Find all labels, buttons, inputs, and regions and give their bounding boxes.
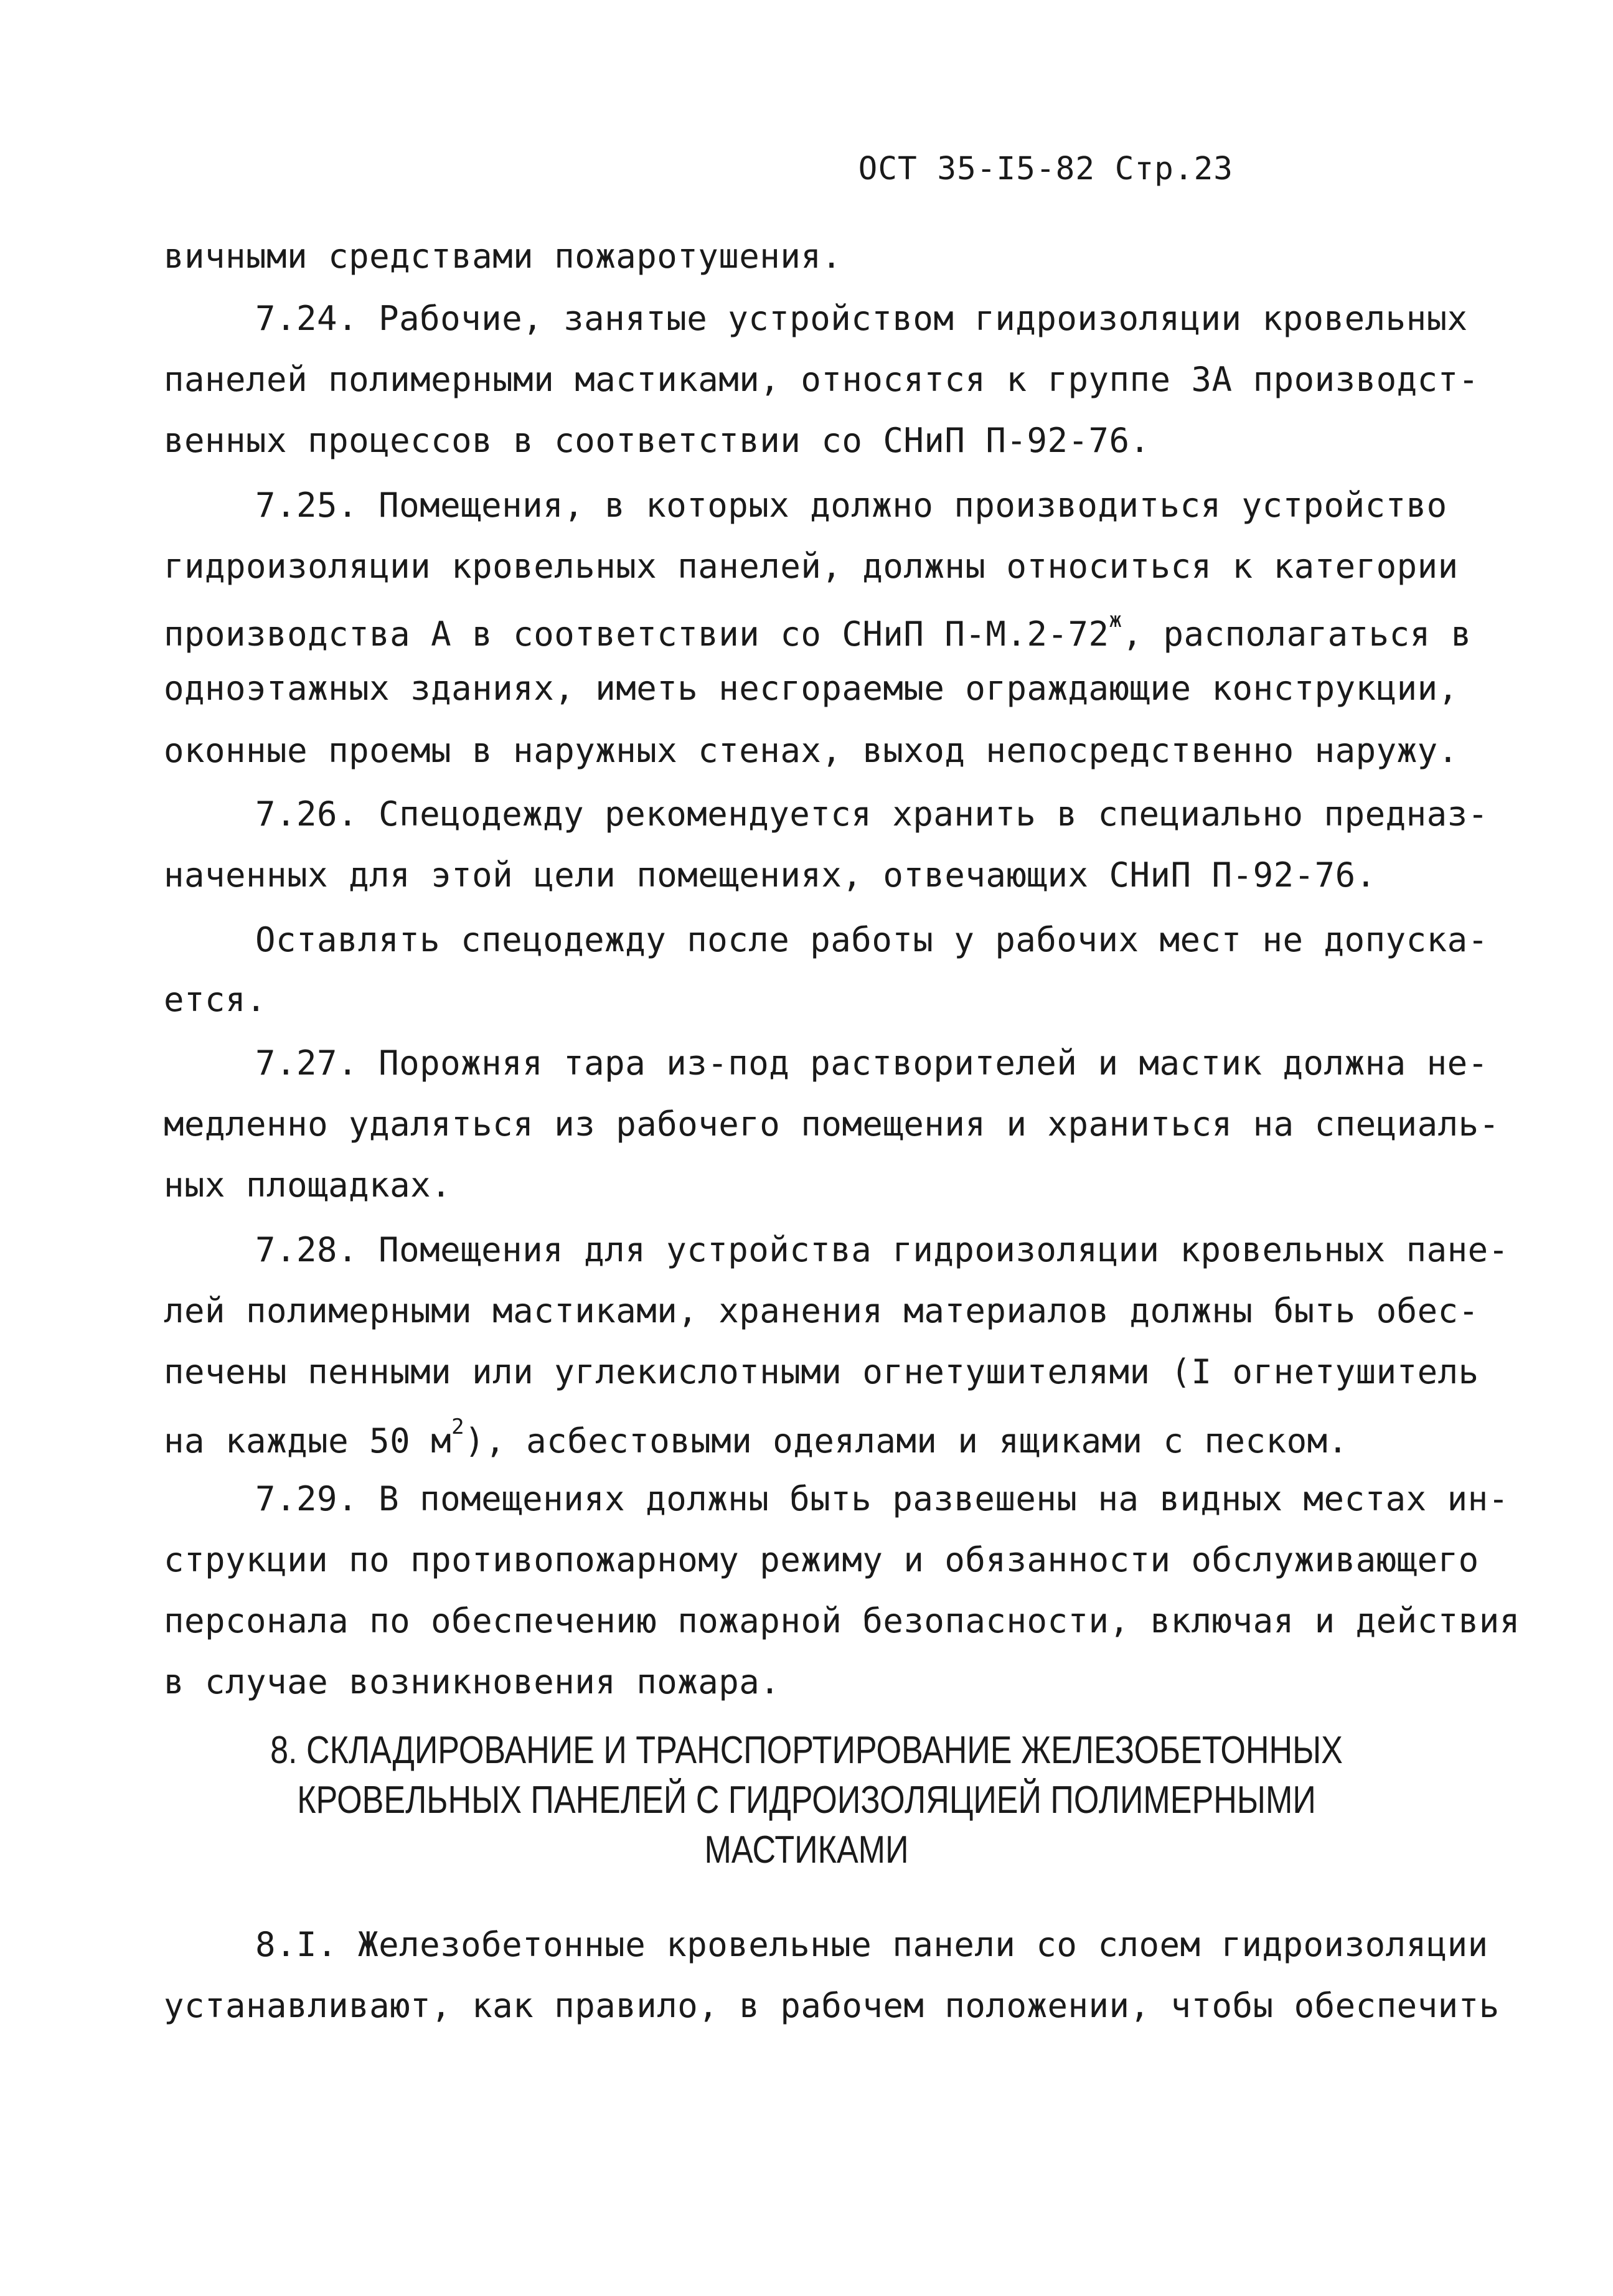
paragraph-7-29: 7.29. В помещениях должны быть развешены на видных местах ин-: [255, 1479, 1509, 1518]
text-line: ных площадках.: [164, 1165, 452, 1205]
text-span: производства А в соответствии со СНиП П-М.2-72: [164, 614, 1109, 654]
paragraph-7-28: 7.28. Помещения для устройства гидроизоляции кровельных пане-: [255, 1230, 1509, 1269]
section-heading-line: 8. СКЛАДИРОВАНИЕ И ТРАНСПОРТИРОВАНИЕ ЖЕЛЕЗОБЕТОННЫХ: [270, 1729, 1343, 1772]
page-header: ОСТ 35-I5-82 Стр.23: [858, 151, 1233, 187]
text-line: вичными средствами пожаротушения.: [164, 237, 842, 276]
paragraph-8-1: 8.I. Железобетонные кровельные панели со слоем гидроизоляции: [255, 1925, 1488, 1964]
text-line: одноэтажных зданиях, иметь несгораемые ограждающие конструкции,: [164, 669, 1459, 708]
superscript: 2: [451, 1414, 465, 1439]
text-line: панелей полимерными мастиками, относятся к группе 3А производст-: [164, 360, 1479, 399]
text-line: ется.: [164, 980, 267, 1019]
text-line: [164, 608, 1472, 654]
text-line: устанавливают, как правило, в рабочем положении, чтобы обеспечить: [164, 1986, 1500, 2025]
text-span: на каждые 50 м: [164, 1421, 452, 1461]
text-line: печены пенными или углекислотными огнетушителями (I огнетушитель: [164, 1352, 1479, 1391]
text-line: персонала по обеспечению пожарной безопасности, включая и действия: [164, 1601, 1520, 1640]
paragraph-7-27: 7.27. Порожняя тара из-под растворителей и мастик должна не-: [255, 1043, 1488, 1083]
text-line: [164, 1414, 1348, 1461]
text-line: гидроизоляции кровельных панелей, должны относиться к категории: [164, 547, 1459, 586]
paragraph-7-24: 7.24. Рабочие, занятые устройством гидроизоляции кровельных: [255, 299, 1468, 338]
text-line: лей полимерными мастиками, хранения материалов должны быть обес-: [164, 1291, 1479, 1330]
paragraph-7-25: 7.25. Помещения, в которых должно производиться устройство: [255, 486, 1447, 525]
text-span: , располагаться в: [1122, 614, 1472, 654]
section-heading-line: МАСТИКАМИ: [704, 1828, 909, 1871]
section-heading-line: КРОВЕЛЬНЫХ ПАНЕЛЕЙ С ГИДРОИЗОЛЯЦИЕЙ ПОЛИМЕРНЫМИ: [297, 1779, 1316, 1822]
text-line: венных процессов в соответствии со СНиП П-92-76.: [164, 421, 1150, 460]
text-line: наченных для этой цели помещениях, отвечающих СНиП П-92-76.: [164, 855, 1376, 895]
paragraph-7-26: 7.26. Спецодежду рекомендуется хранить в специально предназ-: [255, 794, 1488, 834]
superscript: ж: [1109, 608, 1122, 633]
text-span: ), асбестовыми одеялами и ящиками с песком.: [464, 1421, 1348, 1461]
text-line: Оставлять спецодежду после работы у рабочих мест не допуска-: [255, 920, 1488, 959]
text-line: струкции по противопожарному режиму и обязанности обслуживающего: [164, 1540, 1479, 1579]
text-line: в случае возникновения пожара.: [164, 1662, 781, 1701]
text-line: медленно удаляться из рабочего помещения и храниться на специаль-: [164, 1104, 1500, 1144]
text-line: оконные проемы в наружных стенах, выход непосредственно наружу.: [164, 731, 1459, 770]
